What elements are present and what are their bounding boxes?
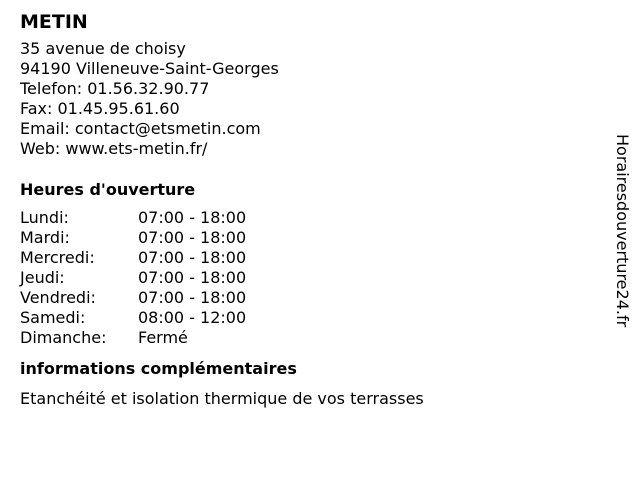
address-city: 94190 Villeneuve-Saint-Georges xyxy=(20,59,279,78)
hours-row-samedi xyxy=(20,308,600,328)
hours-time: 07:00 - 18:00 xyxy=(138,248,247,267)
hours-time: 07:00 - 18:00 xyxy=(138,208,247,227)
hours-time: 07:00 - 18:00 xyxy=(138,228,247,247)
hours-time: Fermé xyxy=(138,328,188,347)
hours-day: Lundi: xyxy=(20,208,69,227)
address-street: 35 avenue de choisy xyxy=(20,39,186,58)
hours-day: Samedi: xyxy=(20,308,86,327)
business-card xyxy=(20,9,600,409)
hours-day: Mercredi: xyxy=(20,248,95,267)
hours-time: 07:00 - 18:00 xyxy=(138,268,247,287)
hours-row-lundi xyxy=(20,208,600,228)
info-text: Etanchéité et isolation thermique de vos terrasses xyxy=(20,389,424,408)
hours-time: 07:00 - 18:00 xyxy=(138,288,247,307)
hours-row-vendredi xyxy=(20,288,600,308)
hours-day: Vendredi: xyxy=(20,288,96,307)
hours-day: Mardi: xyxy=(20,228,70,247)
phone-number: Telefon: 01.56.32.90.77 xyxy=(20,79,210,98)
website: Web: www.ets-metin.fr/ xyxy=(20,139,208,158)
hours-day: Jeudi: xyxy=(20,268,65,287)
hours-row-mardi xyxy=(20,228,600,248)
hours-heading: Heures d'ouverture xyxy=(20,180,196,199)
hours-row-dimanche xyxy=(20,328,600,348)
email-address: Email: contact@etsmetin.com xyxy=(20,119,261,138)
company-name: METIN xyxy=(20,11,88,33)
hours-time: 08:00 - 12:00 xyxy=(138,308,247,327)
hours-day: Dimanche: xyxy=(20,328,107,347)
fax-number: Fax: 01.45.95.61.60 xyxy=(20,99,180,118)
watermark-text: Horairesdouverture24.fr xyxy=(613,134,632,328)
hours-table xyxy=(20,208,600,348)
hours-row-jeudi xyxy=(20,268,600,288)
hours-row-mercredi xyxy=(20,248,600,268)
info-heading: informations complémentaires xyxy=(20,359,297,378)
